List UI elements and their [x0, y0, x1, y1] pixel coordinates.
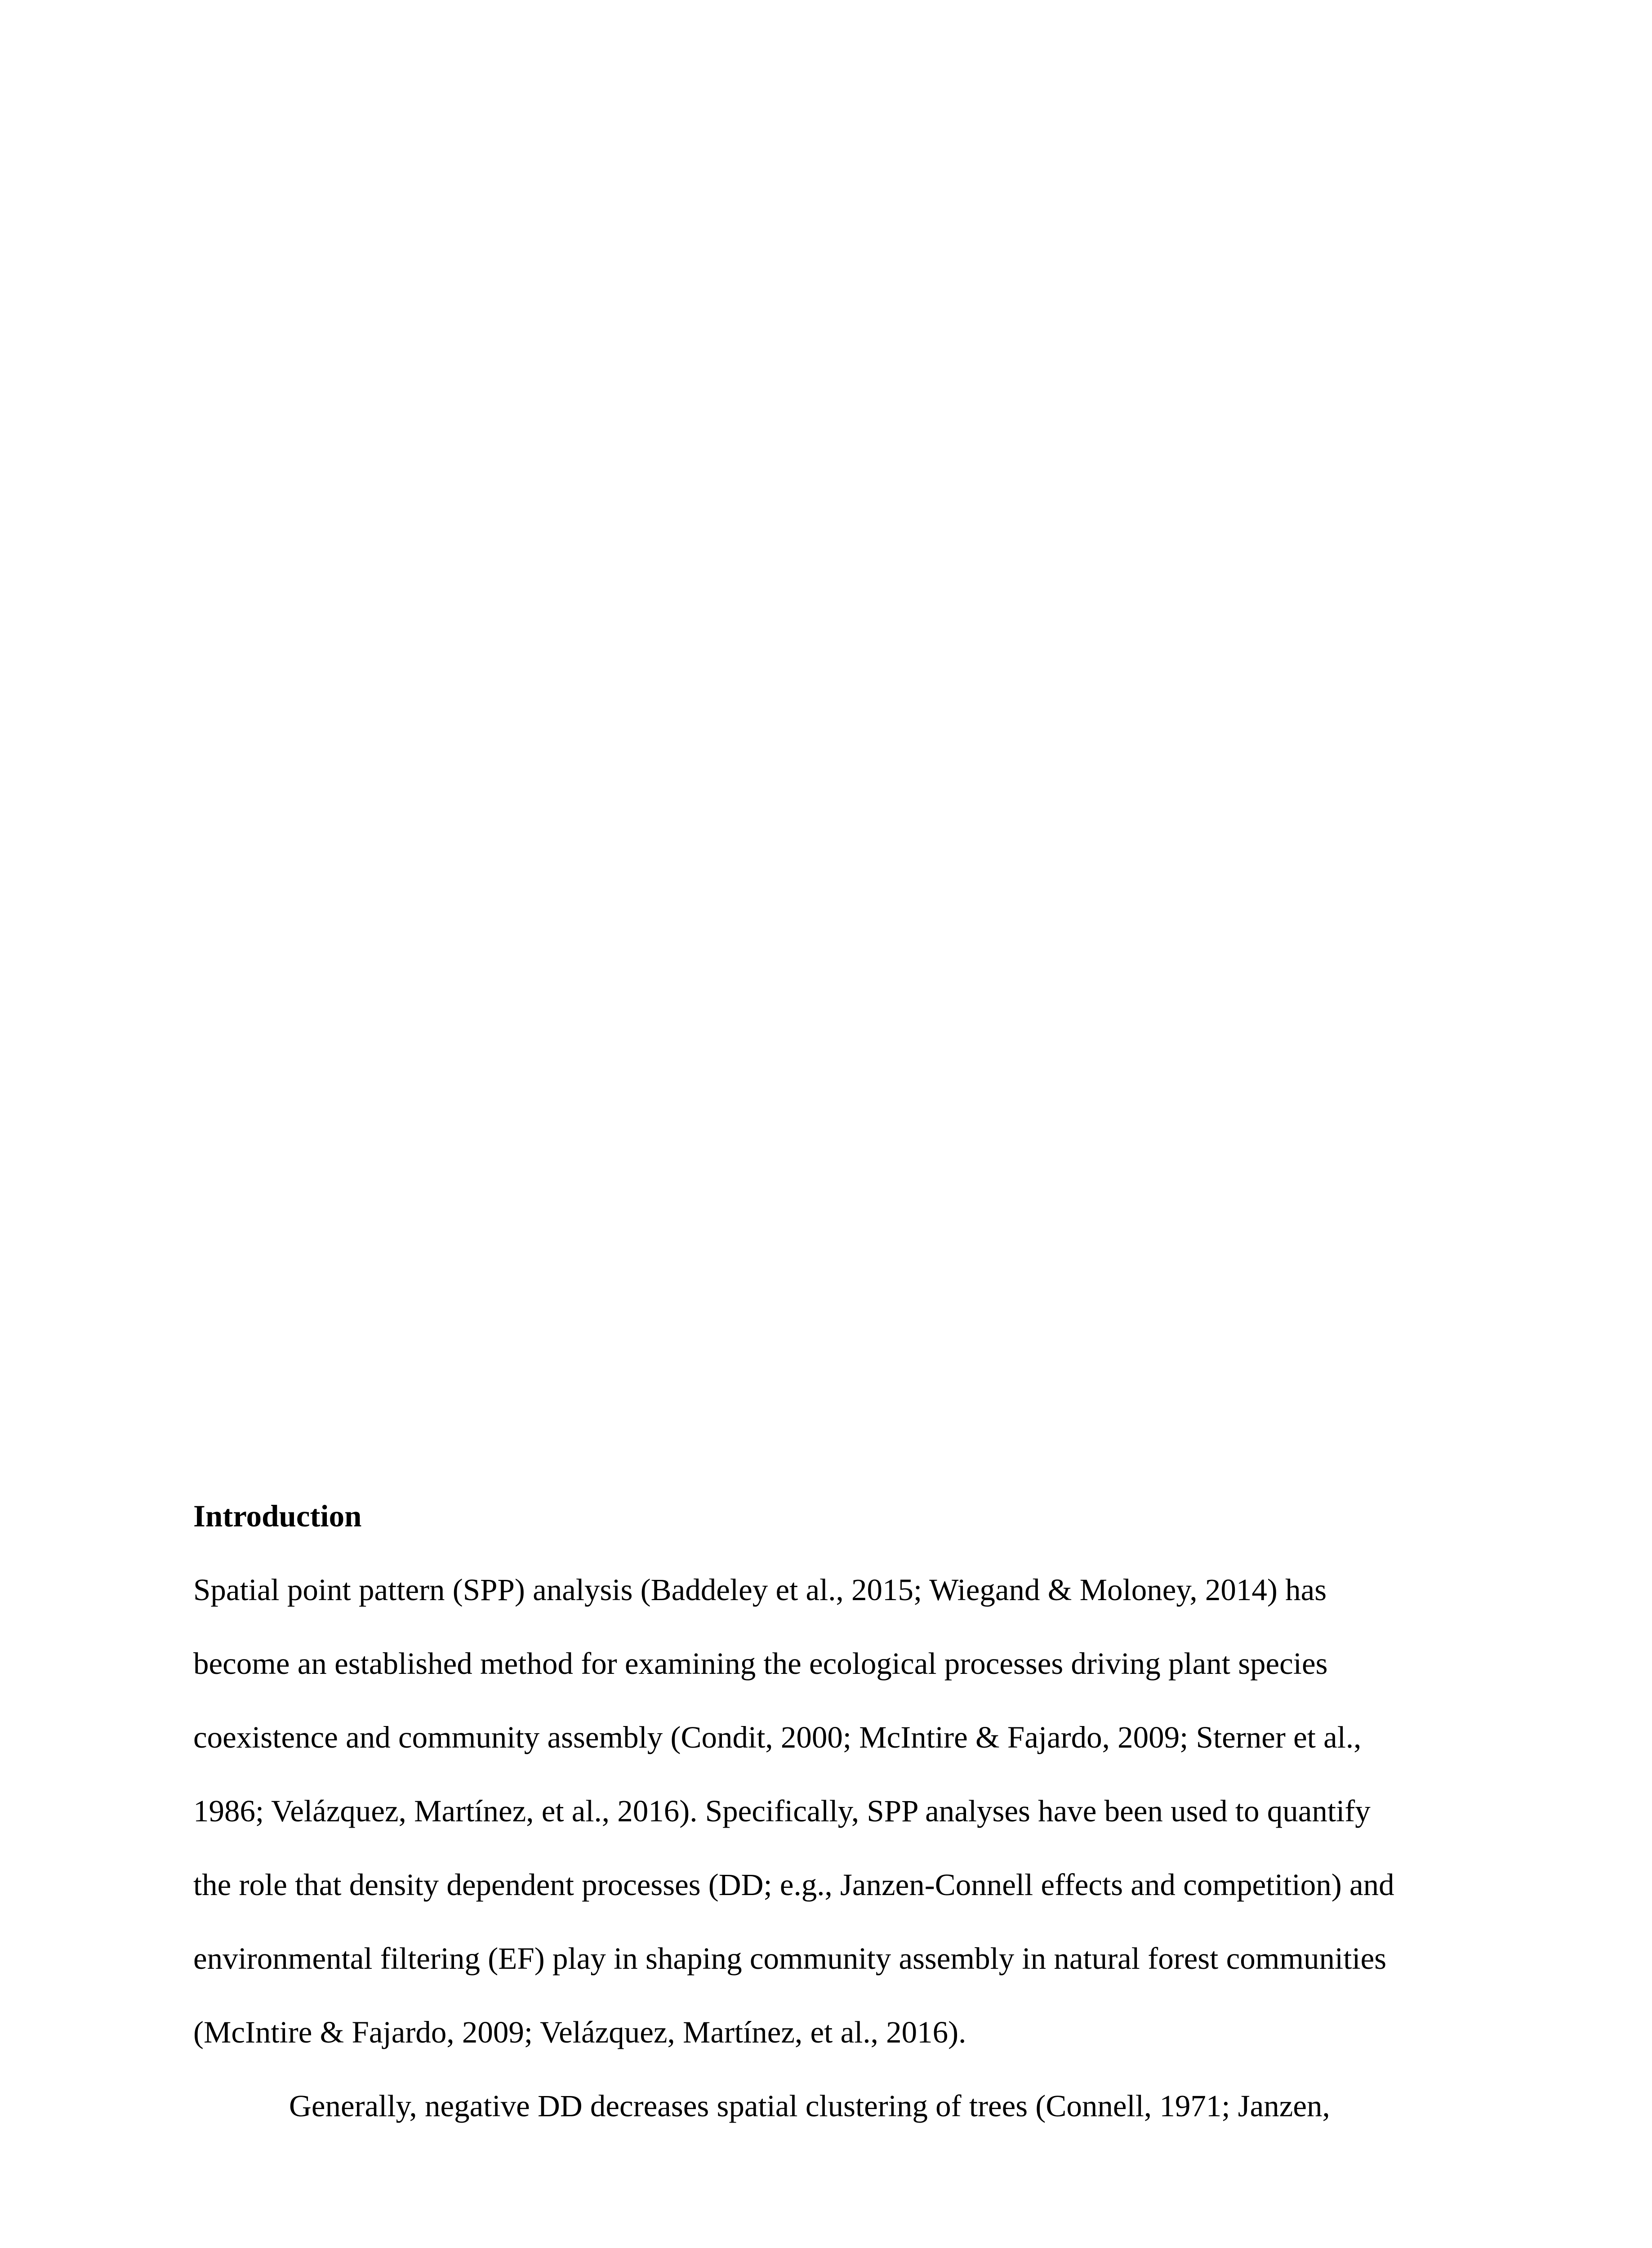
- body-text: [193, 1479, 1465, 2143]
- text-line: Generally, negative DD decreases spatial clustering of trees (Connell, 1971; Janzen,: [289, 2089, 1330, 2123]
- text-line: become an established method for examining the ecological processes driving plant species: [193, 1646, 1328, 1681]
- section-heading: Introduction: [193, 1499, 362, 1533]
- text-line: coexistence and community assembly (Condit, 2000; McIntire & Fajardo, 2009; Sterner et al.,: [193, 1720, 1362, 1754]
- text-line: 1986; Velázquez, Martínez, et al., 2016). Specifically, SPP analyses have been used to quantify: [193, 1794, 1371, 1828]
- text-line: environmental filtering (EF) play in shaping community assembly in natural forest communities: [193, 1941, 1387, 1976]
- text-line: Spatial point pattern (SPP) analysis (Baddeley et al., 2015; Wiegand & Moloney, 2014) has: [193, 1573, 1327, 1607]
- paragraph-1: [193, 1553, 1465, 2069]
- text-line: (McIntire & Fajardo, 2009; Velázquez, Martínez, et al., 2016).: [193, 2015, 966, 2049]
- paragraph-2: [193, 2069, 1465, 2143]
- text-line: the role that density dependent processes (DD; e.g., Janzen-Connell effects and competition) and: [193, 1868, 1394, 1902]
